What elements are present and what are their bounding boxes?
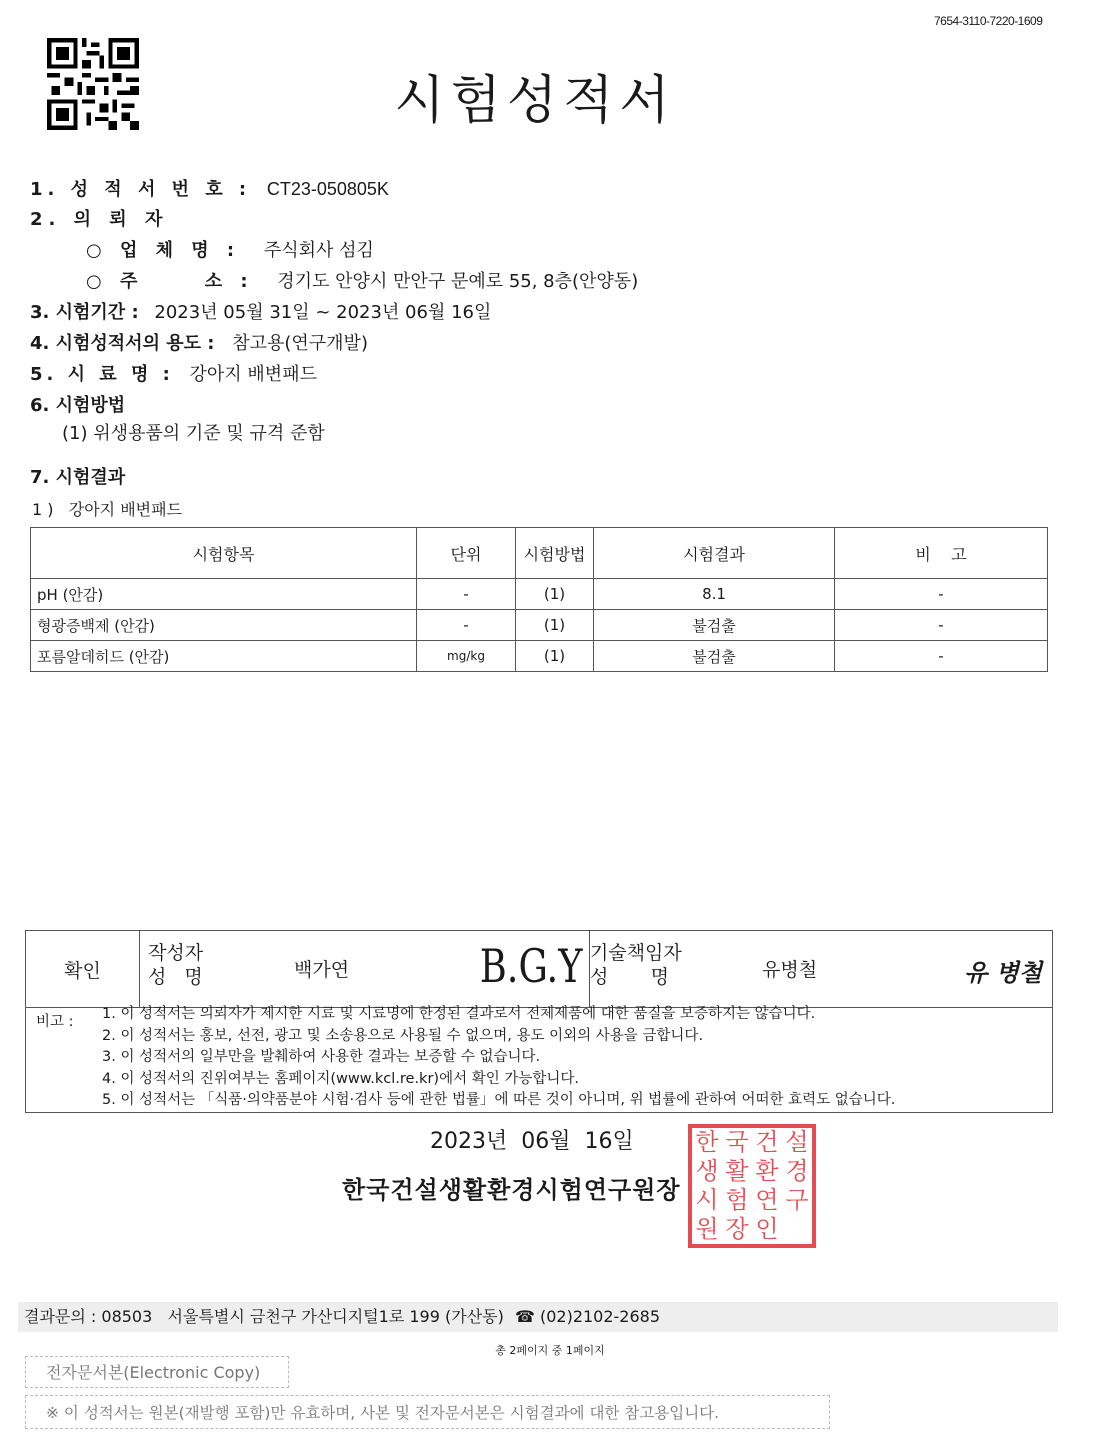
seal-char: 시 (695, 1186, 719, 1214)
company-label: ○ 업 체 명 : (86, 240, 241, 261)
cell-remarks: - (835, 579, 1048, 610)
cell-method: (1) (516, 610, 594, 641)
report-number-value: CT23-050805K (266, 179, 389, 199)
client-heading (30, 211, 168, 229)
author-label: 작성자 (148, 942, 204, 964)
report-number-row (30, 180, 389, 199)
cell-remarks: - (835, 641, 1048, 672)
test-results-heading (30, 469, 125, 487)
cell-unit: - (417, 610, 516, 641)
company-value: 주식회사 섬김 (263, 240, 374, 261)
seal-char: 연 (755, 1186, 779, 1214)
note-item: 1. 이 성적서는 의뢰자가 제시한 시료 및 시료명에 한정된 결과로서 전체제품에 대한 품질을 보증하지는 않습니다. (102, 1006, 816, 1022)
official-seal-icon (688, 1124, 816, 1248)
test-results-label: 7. 시험결과 (30, 467, 126, 488)
seal-char: 설 (785, 1128, 809, 1156)
electronic-copy-label: 전자문서본(Electronic Copy) (25, 1356, 289, 1388)
issue-date: 2023년 06월 16일 (430, 1129, 634, 1154)
inquiry-bar (18, 1302, 1058, 1332)
author-name-label: 성 명 (148, 966, 205, 988)
seal-char: 생 (695, 1157, 719, 1185)
sample-label: 5. 시 료 명 : (30, 364, 174, 385)
tech-manager-signature: 유 병철 (964, 958, 1042, 987)
purpose-label: 4. 시험성적서의 용도 : (30, 333, 215, 354)
document-number: 7654-3110-7220-1609 (934, 14, 1043, 28)
test-period-label: 3. 시험기간 : (30, 302, 139, 323)
seal-char: 원 (695, 1215, 719, 1243)
sample-row (30, 366, 317, 384)
seal-char: 국 (725, 1128, 749, 1156)
page-info: 총 2페이지 중 1페이지 (495, 1344, 605, 1357)
seal-char: 인 (755, 1215, 779, 1243)
test-method-item: (1) 위생용품의 기준 및 규격 준함 (62, 423, 325, 444)
cell-remarks: - (835, 610, 1048, 641)
header-test-method: 시험방법 (516, 528, 594, 579)
table-row (31, 579, 1048, 610)
page-title: 시험성적서 (394, 71, 676, 131)
note-item: 4. 이 성적서의 진위여부는 홈페이지(www.kcl.re.kr)에서 확인 가능합니다. (102, 1070, 579, 1087)
test-method-heading (30, 397, 125, 415)
report-number-label: 1. 성 적 서 번 호 : (30, 179, 252, 200)
sample-value: 강아지 배변패드 (189, 364, 317, 385)
table-row (31, 641, 1048, 672)
header-result: 시험결과 (594, 528, 835, 579)
inquiry-address: 결과문의 : 08503 서울특별시 금천구 가산디지털1로 199 (가산동) (24, 1307, 504, 1326)
cell-unit: mg/kg (417, 641, 516, 672)
results-table-header (31, 528, 1048, 579)
author-cell (140, 931, 590, 1008)
cell-result: 8.1 (594, 579, 835, 610)
seal-char: 한 (695, 1128, 719, 1156)
note-item: 3. 이 성적서의 일부만을 발췌하여 사용한 결과는 보증할 수 없습니다. (102, 1049, 541, 1065)
client-address-row (86, 273, 638, 291)
signoff-table (25, 930, 1053, 1008)
tech-manager-label: 기술책임자 (590, 942, 682, 964)
seal-char: 구 (785, 1186, 809, 1214)
seal-char: 환 (755, 1157, 779, 1185)
header-unit: 단위 (417, 528, 516, 579)
results-table (30, 527, 1048, 672)
address-label: ○ 주 소 : (86, 271, 254, 292)
author-signature: B.G.Y (480, 939, 583, 993)
cell-result: 불검출 (594, 641, 835, 672)
note-item: 2. 이 성적서는 홍보, 선전, 광고 및 소송용으로 사용될 수 없으며, 용도 이외의 사용을 금합니다. (102, 1027, 704, 1044)
inquiry-phone: (02)2102-2685 (539, 1307, 661, 1326)
telephone-icon: ☎ (514, 1307, 535, 1326)
author-name: 백가연 (294, 959, 350, 981)
table-row (31, 610, 1048, 641)
notes-label: 비고 : (36, 1014, 74, 1030)
seal-char: 경 (785, 1157, 809, 1185)
issuer-name: 한국건설생활환경시험연구원장 (342, 1176, 681, 1204)
cell-method: (1) (516, 579, 594, 610)
seal-char: 활 (725, 1157, 749, 1185)
purpose-value: 참고용(연구개발) (232, 333, 368, 354)
cell-test-item: 포름알데히드 (안감) (31, 641, 417, 672)
cell-result: 불검출 (594, 610, 835, 641)
tech-manager-name-label: 성 명 (590, 966, 669, 988)
test-method-label: 6. 시험방법 (30, 395, 126, 416)
header-remarks: 비 고 (835, 528, 1048, 579)
notes-box (25, 1004, 1053, 1113)
notes-list (102, 1004, 895, 1112)
tech-manager-name: 유병철 (762, 959, 818, 981)
confirm-label: 확인 (26, 931, 140, 1008)
copy-disclaimer: ※ 이 성적서는 원본(재발행 포함)만 유효하며, 사본 및 전자문서본은 시험결과에 대한 참고용입니다. (25, 1395, 830, 1429)
seal-char: 험 (725, 1186, 749, 1214)
cell-method: (1) (516, 641, 594, 672)
address-value: 경기도 안양시 만안구 문예로 55, 8층(안양동) (277, 271, 639, 292)
cell-unit: - (417, 579, 516, 610)
test-period-value: 2023년 05월 31일 ~ 2023년 06월 16일 (154, 302, 492, 323)
client-label: 2. 의 뢰 자 (30, 209, 169, 230)
seal-char (782, 1215, 812, 1244)
test-period-row (30, 304, 491, 322)
header-test-item: 시험항목 (31, 528, 417, 579)
seal-char: 장 (725, 1215, 749, 1243)
note-item: 5. 이 성적서는 「식품·의약품분야 시험·검사 등에 관한 법률」에 따른 것이 아니며, 위 법률에 관하여 어떠한 효력도 없습니다. (102, 1092, 896, 1108)
purpose-row (30, 335, 368, 353)
cell-test-item: 형광증백제 (안감) (31, 610, 417, 641)
seal-char: 건 (755, 1128, 779, 1156)
client-company-row (86, 242, 374, 260)
test-results-subheading: 1 ) 강아지 배변패드 (32, 500, 183, 519)
tech-manager-cell (590, 931, 1053, 1008)
cell-test-item: pH (안감) (31, 579, 417, 610)
